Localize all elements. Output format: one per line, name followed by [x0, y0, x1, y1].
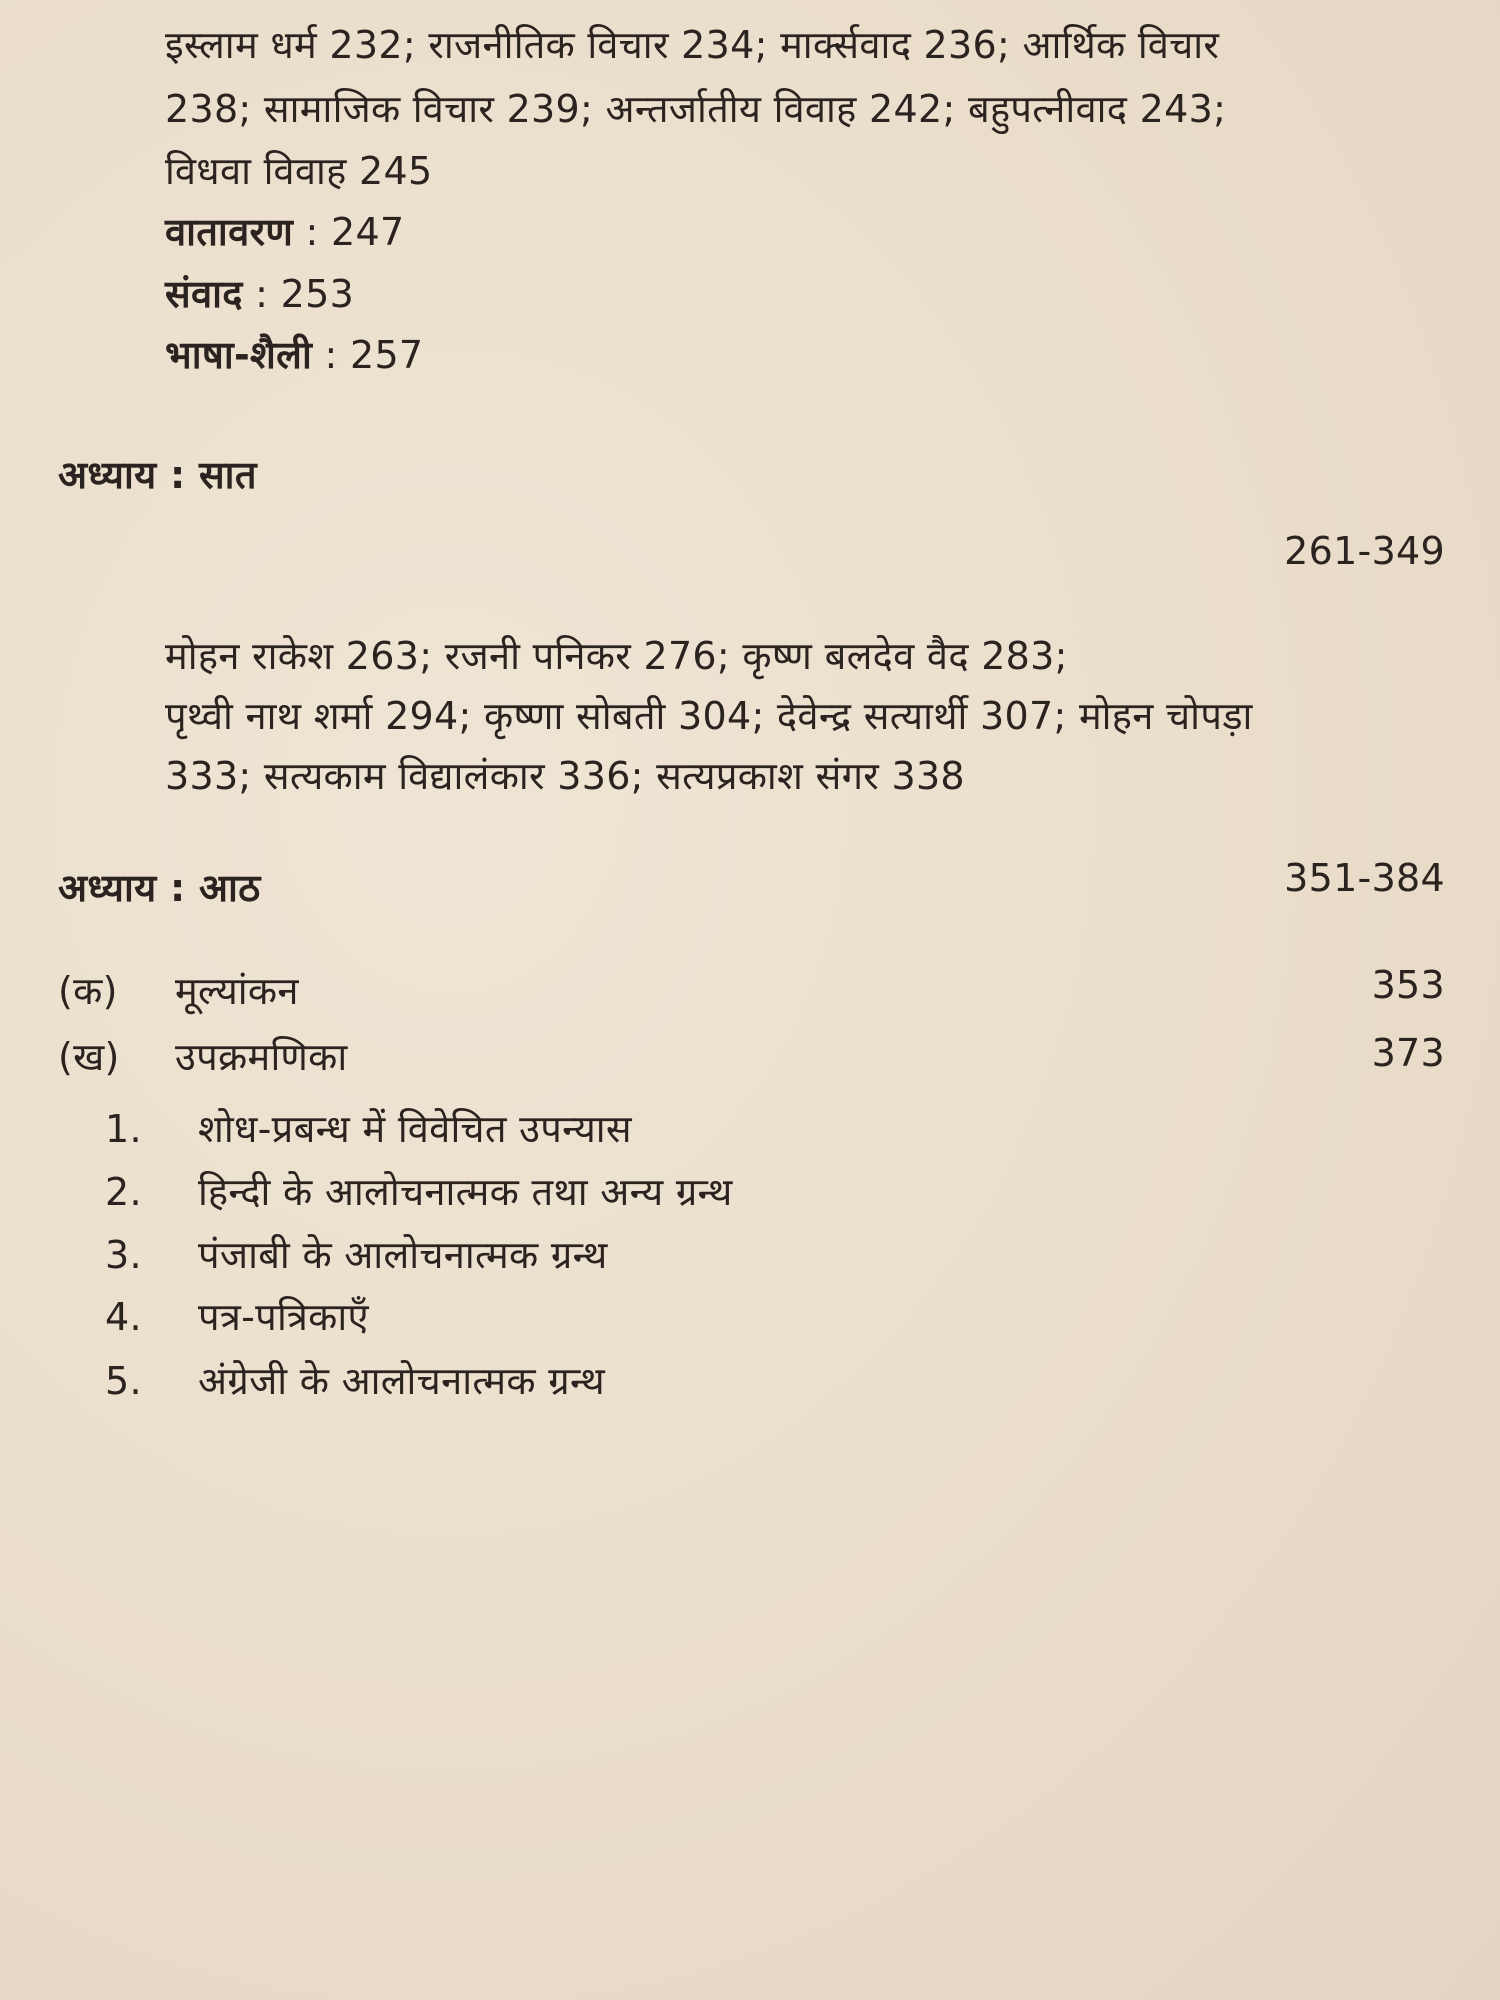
section-label: संवाद — [165, 272, 243, 316]
part-marker: (क) — [58, 969, 118, 1013]
list-item-num: 3. — [105, 1233, 142, 1277]
chapter-7-line-3: 333; सत्यकाम विद्यालंकार 336; सत्यप्रकाश संगर 338 — [165, 754, 965, 798]
section-entry: संवाद : 253 — [165, 272, 355, 316]
section-label: वातावरण — [165, 210, 294, 254]
part-marker: (ख) — [58, 1035, 120, 1079]
chapter-8-range: 351-384 — [1284, 856, 1445, 900]
section-label: भाषा-शैली — [165, 333, 313, 377]
chapter-7-title: अध्याय : सात — [58, 453, 257, 497]
list-item: पंजाबी के आलोचनात्मक ग्रन्थ — [198, 1233, 608, 1277]
chapter-7-line-1: मोहन राकेश 263; रजनी पनिकर 276; कृष्ण बलदेव वैद 283; — [165, 634, 1068, 678]
part-page: 373 — [1371, 1031, 1445, 1075]
part-page: 353 — [1371, 963, 1445, 1007]
continued-line-2: 238; सामाजिक विचार 239; अन्तर्जातीय विवाह 242; बहुपत्नीवाद 243; — [165, 87, 1227, 131]
section-page: 257 — [349, 333, 424, 377]
part-label: उपक्रमणिका — [175, 1035, 348, 1079]
list-item-num: 1. — [105, 1107, 142, 1151]
list-item-num: 4. — [105, 1295, 142, 1339]
chapter-8-title: अध्याय : आठ — [58, 866, 261, 910]
list-item: हिन्दी के आलोचनात्मक तथा अन्य ग्रन्थ — [198, 1170, 733, 1214]
chapter-7-range: 261-349 — [1284, 529, 1445, 573]
list-item: शोध-प्रबन्ध में विवेचित उपन्यास — [198, 1107, 632, 1151]
section-page: 253 — [280, 272, 355, 316]
list-item: पत्र-पत्रिकाएँ — [198, 1295, 369, 1339]
section-entry: भाषा-शैली : 257 — [165, 333, 424, 377]
list-item: अंग्रेजी के आलोचनात्मक ग्रन्थ — [198, 1359, 605, 1403]
section-page: 247 — [331, 210, 405, 254]
section-entry: वातावरण : 247 — [165, 210, 405, 254]
chapter-7-line-2: पृथ्वी नाथ शर्मा 294; कृष्णा सोबती 304; देवेन्द्र सत्यार्थी 307; मोहन चोपड़ा — [165, 694, 1253, 738]
list-item-num: 2. — [105, 1170, 142, 1214]
continued-line-3: विधवा विवाह 245 — [165, 149, 433, 193]
list-item-num: 5. — [105, 1359, 142, 1403]
part-label: मूल्यांकन — [175, 969, 299, 1013]
continued-line-1: इस्लाम धर्म 232; राजनीतिक विचार 234; मार्क्सवाद 236; आर्थिक विचार — [165, 23, 1220, 67]
